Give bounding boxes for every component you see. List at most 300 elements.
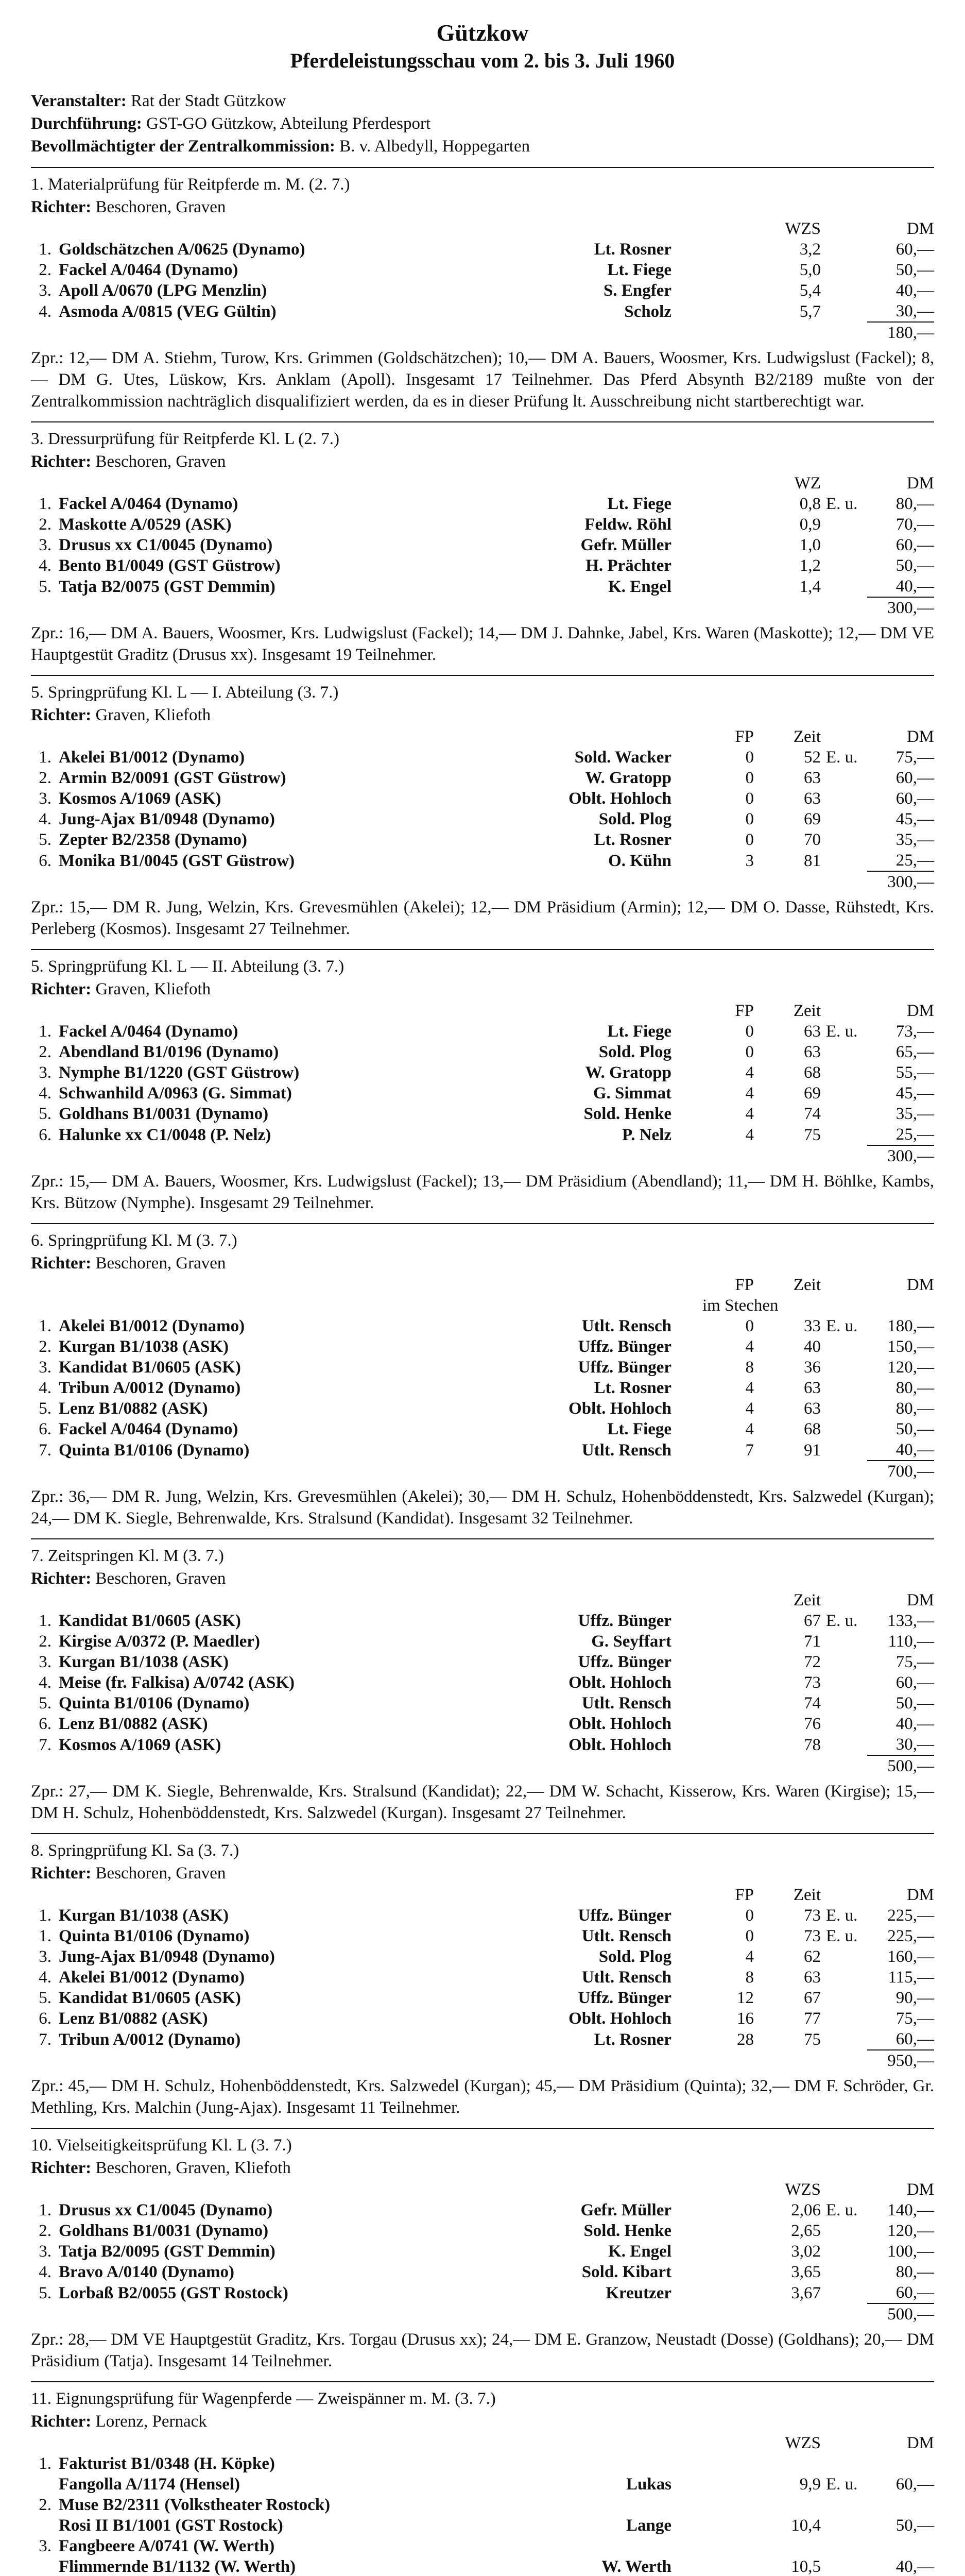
total-row	[31, 2303, 934, 2325]
award-note	[821, 1967, 867, 1988]
placing: 4.	[39, 302, 51, 321]
prize-money: 80,—	[895, 2263, 934, 2281]
total-row	[31, 1461, 934, 1482]
competition-section	[31, 168, 934, 422]
fault-points: 0	[745, 810, 754, 828]
total-row	[31, 322, 934, 343]
table-row	[31, 1439, 934, 1461]
fault-points: 4	[745, 1379, 754, 1397]
total-amount: 180,—	[867, 322, 934, 343]
award-note	[821, 1398, 867, 1419]
table-row	[31, 2453, 934, 2474]
award-note	[821, 1042, 867, 1062]
score-value: 81	[804, 851, 821, 870]
score-value: 5,4	[799, 281, 821, 300]
rider-name: K. Engel	[608, 577, 671, 596]
prize-money: 50,—	[895, 1694, 934, 1713]
total-amount: 300,—	[867, 871, 934, 892]
fault-points: 4	[745, 1105, 754, 1123]
fault-points: 0	[745, 1927, 754, 1945]
table-row	[31, 747, 934, 768]
horse-entry: Goldschätzchen A/0625 (Dynamo)	[59, 240, 305, 259]
column-header: Zeit	[793, 1886, 821, 1904]
fault-points: 28	[737, 2030, 754, 2049]
score-value: 33	[804, 1317, 821, 1335]
prize-money: 60,—	[895, 2475, 934, 2494]
rider-name: Uffz. Bünger	[578, 1906, 671, 1925]
score-value: 52	[804, 748, 821, 767]
column-header: WZS	[785, 2180, 821, 2199]
placing: 3.	[39, 789, 51, 808]
rider-name: Feldw. Röhl	[584, 515, 671, 534]
award-note	[821, 1378, 867, 1398]
judges-line: Richter: Lorenz, Pernack	[31, 2412, 207, 2431]
column-header	[821, 473, 867, 494]
table-row	[31, 1734, 934, 1755]
placing: 5.	[39, 831, 51, 849]
placing: 2.	[39, 1337, 51, 1356]
total-amount: 700,—	[867, 1461, 934, 1482]
table-row	[31, 1926, 934, 1946]
competition-title: 10. Vielseitigkeitsprüfung Kl. L (3. 7.)	[31, 2136, 292, 2155]
rider-name: Utlt. Rensch	[581, 1440, 671, 1460]
competition-title: 5. Springprüfung Kl. L — I. Abteilung (3. 7.)	[31, 683, 339, 702]
score-value: 1,2	[799, 556, 821, 575]
table-row	[31, 2241, 934, 2262]
fault-points: 4	[745, 1337, 754, 1356]
prize-money	[867, 2495, 934, 2515]
score-value: 69	[804, 810, 821, 828]
rider-name: Oblt. Hohloch	[568, 1715, 671, 1733]
table-row	[31, 1611, 934, 1631]
placing: 2.	[39, 261, 51, 279]
horse-entry: Maskotte A/0529 (ASK)	[59, 515, 232, 534]
table-row	[31, 1714, 934, 1734]
table-row	[31, 2282, 934, 2303]
score-value: 77	[804, 2009, 821, 2028]
horse-entry: Nymphe B1/1220 (GST Güstrow)	[59, 1063, 300, 1082]
fault-points	[692, 2221, 754, 2241]
rider-name: Uffz. Bünger	[578, 1337, 671, 1356]
fault-points: 8	[745, 1358, 754, 1377]
prize-money: 40,—	[895, 1440, 934, 1459]
score-value: 63	[804, 1968, 821, 1987]
prize-money: 40,—	[895, 1715, 934, 1733]
fault-points	[692, 555, 754, 576]
rider-name: Oblt. Hohloch	[568, 2009, 671, 2028]
score-value: 5,7	[799, 302, 821, 321]
horse-entry: Fakturist B1/0348 (H. Köpke)	[59, 2454, 275, 2473]
prize-notes: Zpr.: 27,— DM K. Siegle, Behrenwalde, Krs. Stralsund (Kandidat); 22,— DM W. Schacht, Kisserow, Krs. Waren (Kirgise); 15,— DM H. Schulz, Hohenböddenstedt, Krs. Salzwedel (Kurgan). Insgesamt 27 Teilnehmer.	[31, 1782, 934, 1822]
score-value: 63	[804, 1399, 821, 1418]
table-row	[31, 2495, 934, 2515]
rider-name: Utlt. Rensch	[581, 1317, 671, 1335]
horse-entry: Kurgan B1/1038 (ASK)	[59, 1653, 229, 1671]
table-row	[31, 1336, 934, 1357]
table-header	[31, 1001, 934, 1021]
table-header	[31, 1275, 934, 1295]
rider-name	[533, 2495, 692, 2515]
fault-points: 0	[745, 1906, 754, 1925]
score-value: 3,02	[791, 2242, 821, 2261]
award-note	[821, 2008, 867, 2029]
score-value: 68	[804, 1063, 821, 1082]
score-value: 3,65	[791, 2263, 821, 2281]
town-title: Gützkow	[436, 20, 529, 46]
table-header	[31, 1590, 934, 1611]
fault-points: 4	[745, 1947, 754, 1966]
column-header: DM	[906, 2180, 934, 2199]
judges-line: Richter: Beschoren, Graven, Kliefoth	[31, 2159, 291, 2177]
horse-entry: Monika B1/0045 (GST Güstrow)	[59, 851, 295, 870]
fault-points: 0	[745, 769, 754, 787]
award-note	[821, 829, 867, 850]
prize-money: 35,—	[895, 831, 934, 849]
placing: 6.	[39, 1125, 51, 1144]
table-row	[31, 2536, 934, 2556]
rider-name: P. Nelz	[622, 1125, 671, 1144]
award-note	[821, 260, 867, 280]
prize-money: 70,—	[895, 515, 934, 534]
table-row	[31, 576, 934, 597]
table-row	[31, 768, 934, 788]
placing: 3.	[39, 1358, 51, 1377]
horse-entry: Drusus xx C1/0045 (Dynamo)	[59, 2201, 273, 2219]
horse-entry: Kurgan B1/1038 (ASK)	[59, 1337, 229, 1356]
fault-points	[692, 1631, 754, 1652]
award-note	[821, 1439, 867, 1461]
horse-entry: Kosmos A/1069 (ASK)	[59, 789, 221, 808]
score-value: 1,0	[799, 536, 821, 554]
rider-name: Uffz. Bünger	[578, 1653, 671, 1671]
fault-points	[692, 2474, 754, 2495]
placing: 3.	[39, 281, 51, 300]
rider-name: Oblt. Hohloch	[568, 1735, 671, 1754]
rider-name: Oblt. Hohloch	[568, 1399, 671, 1418]
table-row	[31, 2029, 934, 2050]
award-note	[821, 2241, 867, 2262]
organizer-line: Veranstalter: Rat der Stadt Gützkow	[31, 92, 286, 110]
placing: 1.	[39, 2201, 51, 2219]
score-value: 67	[804, 1989, 821, 2007]
table-row	[31, 1946, 934, 1967]
column-header: DM	[906, 1591, 934, 1609]
fault-points: 3	[745, 851, 754, 870]
score-value: 73	[804, 1927, 821, 1945]
table-row	[31, 2474, 934, 2495]
award-note	[821, 576, 867, 597]
placing: 1.	[39, 2454, 51, 2473]
award-note	[821, 301, 867, 322]
award-note	[821, 1693, 867, 1714]
table-row	[31, 809, 934, 829]
prize-money: 50,—	[895, 2516, 934, 2535]
column-header: DM	[906, 474, 934, 493]
prize-money: 25,—	[895, 851, 934, 870]
score-value: 68	[804, 1420, 821, 1438]
horse-entry: Akelei B1/0012 (Dynamo)	[59, 1968, 245, 1987]
rider-name	[533, 2536, 692, 2556]
prize-money: 80,—	[895, 1399, 934, 1418]
award-note	[821, 1083, 867, 1104]
prize-notes: Zpr.: 28,— DM VE Hauptgestüt Graditz, Krs. Torgau (Drusus xx); 24,— DM E. Granzow, Neustadt (Dosse) (Goldhans); 20,— DM Präsidium (Tatja). Insgesamt 14 Teilnehmer.	[31, 2330, 934, 2370]
rider-name: W. Gratopp	[585, 1063, 671, 1082]
horse-entry: Fangbeere A/0741 (W. Werth)	[59, 2537, 275, 2555]
prize-money: 60,—	[895, 2030, 934, 2048]
placing: 4.	[39, 1379, 51, 1397]
competition-section	[31, 2382, 934, 2576]
award-note	[821, 2282, 867, 2303]
competition-section	[31, 2129, 934, 2382]
table-header	[31, 473, 934, 494]
column-header: FP	[735, 727, 754, 746]
rider-name: S. Engfer	[604, 281, 671, 300]
score-value: 10,4	[791, 2516, 821, 2535]
prize-money: 75,—	[895, 1653, 934, 1671]
competition-title: 1. Materialprüfung für Reitpferde m. M. (2. 7.)	[31, 175, 350, 194]
horse-entry: Lenz B1/0882 (ASK)	[59, 2009, 208, 2028]
fault-points	[692, 1611, 754, 1631]
horse-entry: Flimmernde B1/1132 (W. Werth)	[59, 2557, 296, 2576]
award-note: E. u.	[826, 1927, 858, 1945]
placing: 2.	[39, 769, 51, 787]
placing: 1.	[39, 748, 51, 767]
prize-notes: Zpr.: 15,— DM R. Jung, Welzin, Krs. Grevesmühlen (Akelei); 12,— DM Präsidium (Armin); 12,— DM O. Dasse, Rühstedt, Krs. Perleberg (Kosmos). Insgesamt 27 Teilnehmer.	[31, 898, 934, 938]
table-row	[31, 239, 934, 260]
fault-points	[692, 280, 754, 301]
score-value: 73	[804, 1673, 821, 1692]
horse-entry: Kosmos A/1069 (ASK)	[59, 1735, 221, 1754]
prize-money	[867, 2453, 934, 2474]
placing: 3.	[39, 2537, 51, 2555]
table-row	[31, 1124, 934, 1145]
placing: 3.	[39, 2242, 51, 2261]
fault-points: 8	[745, 1968, 754, 1987]
table-row	[31, 2008, 934, 2029]
prize-money: 180,—	[887, 1317, 934, 1335]
table-row	[31, 514, 934, 535]
horse-entry: Quinta B1/0106 (Dynamo)	[59, 1927, 250, 1945]
horse-entry: Muse B2/2311 (Volkstheater Rostock)	[59, 2496, 331, 2514]
award-note	[821, 2221, 867, 2241]
table-header	[31, 2179, 934, 2200]
table-row	[31, 2262, 934, 2282]
competition-title: 3. Dressurprüfung für Reitpferde Kl. L (2. 7.)	[31, 430, 340, 448]
prize-notes: Zpr.: 12,— DM A. Stiehm, Turow, Krs. Grimmen (Goldschätzchen); 10,— DM A. Bauers, Woosmer, Krs. Ludwigslust (Fackel); 8,— DM G. Utes, Lüskow, Krs. Anklam (Apoll). Insgesamt 17 Teilnehmer. Das Pferd Absynth B2/2189 mußte von der Zentralkommission nachträglich disqualifiziert werden, da es in dieser Prüfung lt. Ausschreibung nicht startberechtigt war.	[31, 349, 934, 411]
score-value: 63	[804, 1379, 821, 1397]
prize-money: 50,—	[895, 1420, 934, 1438]
prize-money: 75,—	[895, 2009, 934, 2028]
table-row	[31, 1062, 934, 1083]
award-note: E. u.	[826, 748, 858, 767]
placing: 7.	[39, 2030, 51, 2049]
column-header: Zeit	[793, 1002, 821, 1020]
horse-entry: Kandidat B1/0605 (ASK)	[59, 1358, 241, 1377]
prize-money: 65,—	[895, 1043, 934, 1061]
score-value: 78	[804, 1735, 821, 1754]
horse-entry: Armin B2/0091 (GST Güstrow)	[59, 769, 286, 787]
award-note	[821, 2556, 867, 2576]
table-row	[31, 850, 934, 871]
placing	[31, 2556, 59, 2576]
table-row	[31, 829, 934, 850]
award-note: E. u.	[826, 2201, 858, 2219]
placing: 6.	[39, 851, 51, 870]
column-header: FP	[735, 1276, 754, 1294]
competition-section	[31, 676, 934, 950]
prize-money: 60,—	[895, 536, 934, 554]
fault-points	[692, 239, 754, 260]
total-row	[31, 871, 934, 892]
table-row	[31, 1905, 934, 1926]
column-header	[821, 2433, 867, 2453]
placing: 1.	[39, 240, 51, 259]
award-note	[821, 535, 867, 555]
horse-entry: Tribun A/0012 (Dynamo)	[59, 2030, 241, 2049]
rider-name: Lukas	[626, 2475, 671, 2494]
table-subheader	[31, 1295, 934, 1316]
rider-name: Lt. Rosner	[594, 831, 671, 849]
column-header	[692, 2179, 754, 2200]
column-header	[821, 1590, 867, 1611]
competition-title: 8. Springprüfung Kl. Sa (3. 7.)	[31, 1841, 239, 1860]
fault-points	[692, 1652, 754, 1672]
score-value: 74	[804, 1694, 821, 1713]
placing: 2.	[39, 1043, 51, 1061]
competition-title: 7. Zeitspringen Kl. M (3. 7.)	[31, 1547, 224, 1565]
score-value: 3,2	[799, 240, 821, 259]
award-note	[821, 1336, 867, 1357]
prize-money: 25,—	[895, 1125, 934, 1144]
rider-name: Gefr. Müller	[580, 536, 671, 554]
column-header: WZS	[785, 219, 821, 238]
horse-entry: Abendland B1/0196 (Dynamo)	[59, 1043, 279, 1061]
prize-money: 160,—	[887, 1947, 934, 1966]
placing: 4.	[39, 2263, 51, 2281]
column-header	[821, 218, 867, 239]
table-row	[31, 1419, 934, 1439]
rider-name: Lt. Rosner	[594, 1379, 671, 1397]
fault-points: 7	[745, 1440, 754, 1460]
score-value: 91	[804, 1440, 821, 1460]
table-row	[31, 1021, 934, 1042]
horse-entry: Quinta B1/0106 (Dynamo)	[59, 1694, 250, 1713]
prize-money: 120,—	[887, 1358, 934, 1377]
rider-name: Lt. Fiege	[607, 1022, 671, 1041]
prize-money: 73,—	[895, 1022, 934, 1041]
fault-points: 0	[745, 831, 754, 849]
award-note	[821, 239, 867, 260]
column-header: DM	[906, 219, 934, 238]
total-amount: 500,—	[867, 2303, 934, 2325]
horse-entry: Fackel A/0464 (Dynamo)	[59, 495, 238, 513]
placing: 3.	[39, 1653, 51, 1671]
score-value	[754, 2536, 821, 2556]
fault-points	[692, 260, 754, 280]
results-table	[31, 1590, 934, 1776]
placing: 4.	[39, 810, 51, 828]
column-header: DM	[906, 1886, 934, 1904]
table-row	[31, 535, 934, 555]
horse-entry: Akelei B1/0012 (Dynamo)	[59, 1317, 245, 1335]
horse-entry: Kirgise A/0372 (P. Maedler)	[59, 1632, 261, 1651]
horse-entry: Schwanhild A/0963 (G. Simmat)	[59, 1084, 292, 1103]
placing: 1.	[39, 1906, 51, 1925]
rider-name: Scholz	[624, 302, 671, 321]
fault-points: 16	[737, 2009, 754, 2028]
competition-title: 11. Eignungsprüfung für Wagenpferde — Zweispänner m. M. (3. 7.)	[31, 2389, 496, 2408]
score-value: 71	[804, 1632, 821, 1651]
prize-money: 60,—	[895, 2283, 934, 2302]
award-note	[821, 809, 867, 829]
column-header	[692, 1590, 754, 1611]
award-note	[821, 1104, 867, 1124]
fault-points	[692, 2241, 754, 2262]
award-note	[821, 788, 867, 809]
score-value: 72	[804, 1653, 821, 1671]
award-note	[821, 1988, 867, 2008]
judges-line: Richter: Beschoren, Graven	[31, 452, 226, 471]
prize-money: 110,—	[888, 1632, 934, 1651]
rider-name: Utlt. Rensch	[581, 1694, 671, 1713]
rider-name: Utlt. Rensch	[581, 1968, 671, 1987]
fault-points: 0	[745, 789, 754, 808]
horse-entry: Fangolla A/1174 (Hensel)	[59, 2475, 240, 2494]
placing: 3.	[39, 1947, 51, 1966]
column-header: WZS	[785, 2434, 821, 2452]
horse-entry: Fackel A/0464 (Dynamo)	[59, 1420, 238, 1438]
horse-entry: Tatja B2/0075 (GST Demmin)	[59, 577, 275, 596]
fault-points: 0	[745, 748, 754, 767]
placing	[31, 2474, 59, 2495]
score-value: 73	[804, 1906, 821, 1925]
table-row	[31, 2556, 934, 2576]
score-value: 5,0	[799, 261, 821, 279]
award-note	[821, 1714, 867, 1734]
prize-money: 75,—	[895, 748, 934, 767]
prize-notes: Zpr.: 15,— DM A. Bauers, Woosmer, Krs. Ludwigslust (Fackel); 13,— DM Präsidium (Abendland); 11,— DM H. Böhlke, Kambs, Krs. Bützow (Nymphe). Insgesamt 29 Teilnehmer.	[31, 1172, 934, 1212]
results-list	[31, 168, 934, 2576]
fault-points: 4	[745, 1063, 754, 1082]
table-row	[31, 1398, 934, 1419]
table-row	[31, 1631, 934, 1652]
horse-entry: Goldhans B1/0031 (Dynamo)	[59, 1105, 269, 1123]
table-row	[31, 260, 934, 280]
rider-name: Sold. Plog	[598, 810, 671, 828]
fault-points: 0	[745, 1022, 754, 1041]
rider-name: Oblt. Hohloch	[568, 789, 671, 808]
column-header	[821, 2179, 867, 2200]
fault-points: 4	[745, 1084, 754, 1103]
table-row	[31, 1967, 934, 1988]
total-amount: 500,—	[867, 1755, 934, 1776]
rider-name: G. Seyffart	[591, 1632, 671, 1651]
award-note	[821, 1652, 867, 1672]
column-header	[692, 2433, 754, 2453]
results-table	[31, 1275, 934, 1482]
award-note	[821, 1357, 867, 1378]
fault-points	[692, 2556, 754, 2576]
fault-points	[692, 2453, 754, 2474]
score-value: 9,9	[799, 2475, 821, 2494]
fault-points	[692, 494, 754, 514]
competition-title: 6. Springprüfung Kl. M (3. 7.)	[31, 1231, 237, 1250]
placing: 5.	[39, 1105, 51, 1123]
placing: 5.	[39, 1694, 51, 1713]
award-note: E. u.	[826, 1317, 858, 1335]
table-row	[31, 494, 934, 514]
total-amount: 300,—	[867, 597, 934, 618]
